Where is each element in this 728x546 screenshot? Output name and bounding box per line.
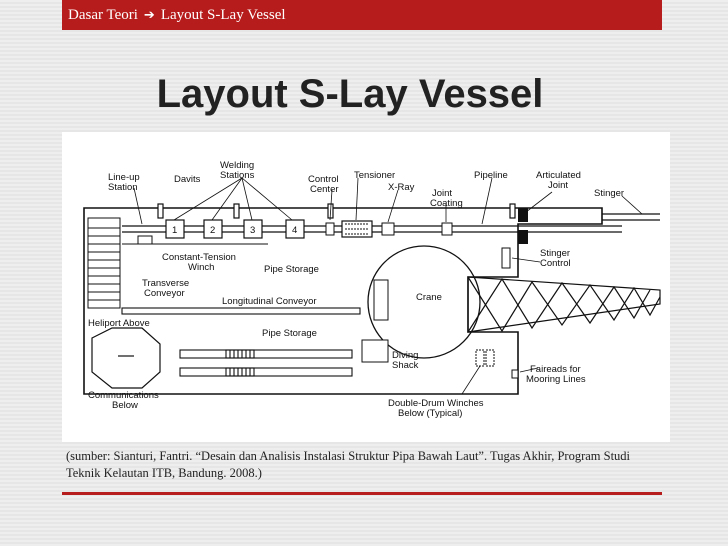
vessel-layout-diagram <box>62 132 670 442</box>
label-lineup-1: Line-up <box>108 172 140 183</box>
label-pipeline: Pipeline <box>474 170 508 181</box>
label-comms-1: Communications <box>88 390 159 401</box>
label-stinger-control-1: Stinger <box>540 248 571 259</box>
label-transverse-1: Transverse <box>142 278 190 289</box>
vessel-layout-svg <box>62 132 670 442</box>
label-diving-1: Diving <box>392 350 419 361</box>
source-caption: (sumber: Sianturi, Fantri. “Desain dan Analisis Instalasi Struktur Pipa Bawah Laut”. Tugas Akhir, Program Studi Teknik Kelautan ITB, Bandung. 2008.) <box>66 449 631 480</box>
crane-cab <box>374 280 388 320</box>
label-joint-coating-1: Joint <box>432 188 453 199</box>
label-constant-tension-2: Winch <box>188 262 215 273</box>
label-station-2: 2 <box>210 225 216 236</box>
label-transverse-2: Conveyor <box>144 288 185 299</box>
label-longitudinal: Longitudinal Conveyor <box>222 296 317 307</box>
heliport <box>92 328 160 388</box>
constant-tension-winch <box>138 236 152 244</box>
label-lineup-2: Station <box>108 182 138 193</box>
label-winches-2: Below (Typical) <box>398 408 463 419</box>
label-heliport: Heliport Above <box>88 318 150 329</box>
label-winches-1: Double-Drum Winches <box>388 398 484 409</box>
label-crane: Crane <box>416 292 442 303</box>
label-control-1: Control <box>308 174 339 185</box>
label-joint-coating-2: Coating <box>430 198 463 209</box>
welding-station-boxes <box>166 220 304 238</box>
label-articulated-2: Joint <box>548 180 569 191</box>
label-diving-2: Shack <box>392 360 419 371</box>
lineup-station-ladder <box>88 218 120 308</box>
stinger-control-box <box>502 248 510 268</box>
breadcrumb-current: Layout S-Lay Vessel <box>160 6 286 23</box>
label-fairleads-2: Mooring Lines <box>526 374 586 385</box>
slide-title: Layout S-Lay Vessel <box>156 72 544 116</box>
tensioner-unit <box>326 221 452 237</box>
label-comms-2: Below <box>112 400 138 411</box>
breadcrumb-parent: Dasar Teori <box>68 6 138 23</box>
label-davits: Davits <box>174 174 201 185</box>
label-station-4: 4 <box>292 225 298 236</box>
label-pipe-storage-top: Pipe Storage <box>264 264 319 275</box>
label-stinger-control-2: Control <box>540 258 571 269</box>
diving-shack <box>362 340 388 362</box>
arrow-right-icon: ➔ <box>143 7 155 23</box>
label-constant-tension-1: Constant-Tension <box>162 252 236 263</box>
bottom-divider <box>62 492 662 495</box>
label-tensioner: Tensioner <box>354 170 396 181</box>
double-drum-winches <box>476 350 494 366</box>
label-stinger: Stinger <box>594 188 625 199</box>
label-xray: X-Ray <box>388 182 415 193</box>
stinger-truss <box>468 277 660 332</box>
pipe-storage-racks <box>180 350 352 376</box>
label-articulated-1: Articulated <box>536 170 581 181</box>
label-station-3: 3 <box>250 225 256 236</box>
fairlead <box>512 370 518 378</box>
label-station-1: 1 <box>172 225 178 236</box>
label-control-2: Center <box>310 184 339 195</box>
label-pipe-storage-bottom: Pipe Storage <box>262 328 317 339</box>
label-welding-1: Welding <box>220 160 255 171</box>
label-fairleads-1: Faireads for <box>530 364 581 375</box>
breadcrumb <box>62 0 662 30</box>
label-welding-2: Stations <box>220 170 255 181</box>
